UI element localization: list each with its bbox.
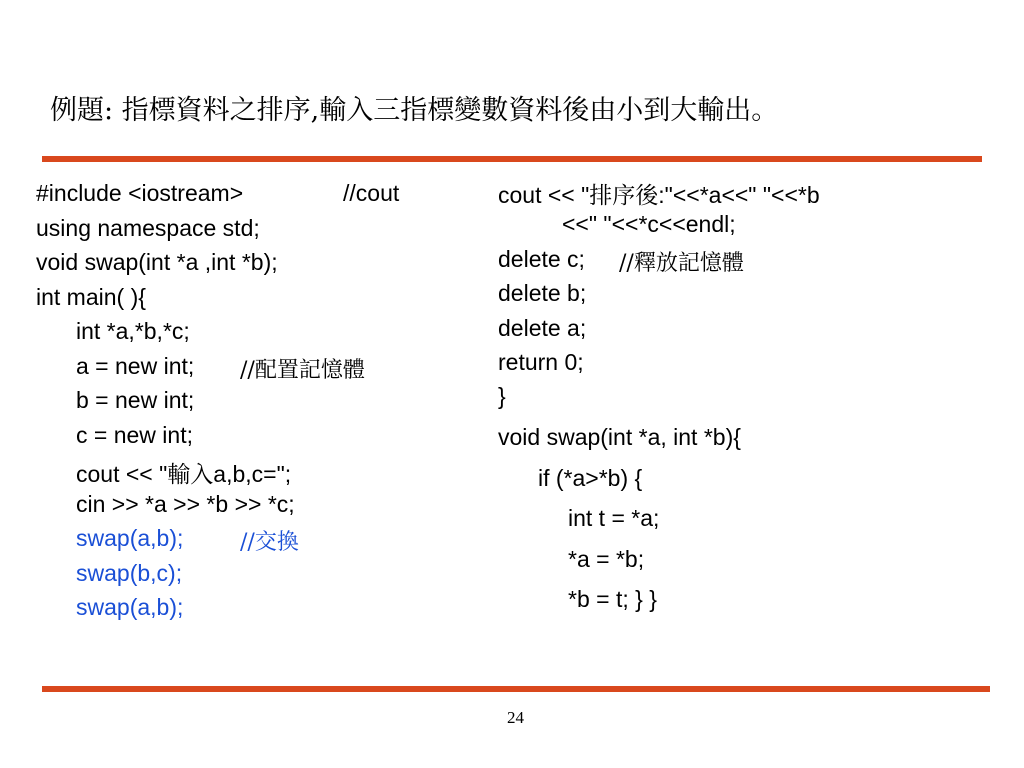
code-line-swap-bc: swap(b,c); bbox=[76, 560, 183, 586]
bottom-divider bbox=[42, 686, 990, 692]
code-line-main-close: } bbox=[498, 383, 506, 409]
code-line-tmp: int t = *a; bbox=[568, 505, 660, 531]
code-comment-free: //釋放記憶體 bbox=[619, 251, 744, 276]
top-divider bbox=[42, 156, 982, 162]
code-line-main-open: int main( ){ bbox=[36, 284, 146, 310]
code-line-cout-result: cout << "排序後:"<<*a<<" "<<*b bbox=[498, 182, 820, 208]
code-line-return: return 0; bbox=[498, 349, 584, 375]
code-line-new-b: b = new int; bbox=[76, 387, 195, 413]
code-line-include: #include <iostream> bbox=[36, 180, 244, 206]
code-line-swap-ab-2: swap(a,b); bbox=[76, 594, 184, 620]
page-number: 24 bbox=[507, 708, 524, 727]
slide-title: 例題: 指標資料之排序,輸入三指標變數資料後由小到大輸出。 bbox=[50, 95, 779, 126]
code-line-new-c: c = new int; bbox=[76, 422, 193, 448]
code-line-using: using namespace std; bbox=[36, 215, 260, 241]
code-line-assign-a: *a = *b; bbox=[568, 546, 645, 572]
code-comment-alloc: //配置記憶體 bbox=[240, 358, 365, 383]
code-line-if: if (*a>*b) { bbox=[538, 465, 643, 491]
code-comment-cout: //cout bbox=[343, 180, 400, 206]
code-line-cin: cin >> *a >> *b >> *c; bbox=[76, 491, 295, 517]
code-line-new-a: a = new int; bbox=[76, 353, 195, 379]
code-line-decl: int *a,*b,*c; bbox=[76, 318, 190, 344]
code-line-swap-def: void swap(int *a, int *b){ bbox=[498, 424, 741, 450]
code-line-delete-b: delete b; bbox=[498, 280, 587, 306]
code-line-cout-result-cont: <<" "<<*c<<endl; bbox=[562, 211, 736, 237]
code-comment-swap: //交換 bbox=[240, 530, 299, 555]
code-line-delete-a: delete a; bbox=[498, 315, 587, 341]
code-line-cout-prompt: cout << "輸入a,b,c="; bbox=[76, 461, 292, 487]
code-line-assign-b: *b = t; } } bbox=[568, 586, 657, 612]
code-line-swap-ab: swap(a,b); bbox=[76, 525, 184, 551]
code-line-swap-proto: void swap(int *a ,int *b); bbox=[36, 249, 278, 275]
code-line-delete-c: delete c; bbox=[498, 246, 585, 272]
